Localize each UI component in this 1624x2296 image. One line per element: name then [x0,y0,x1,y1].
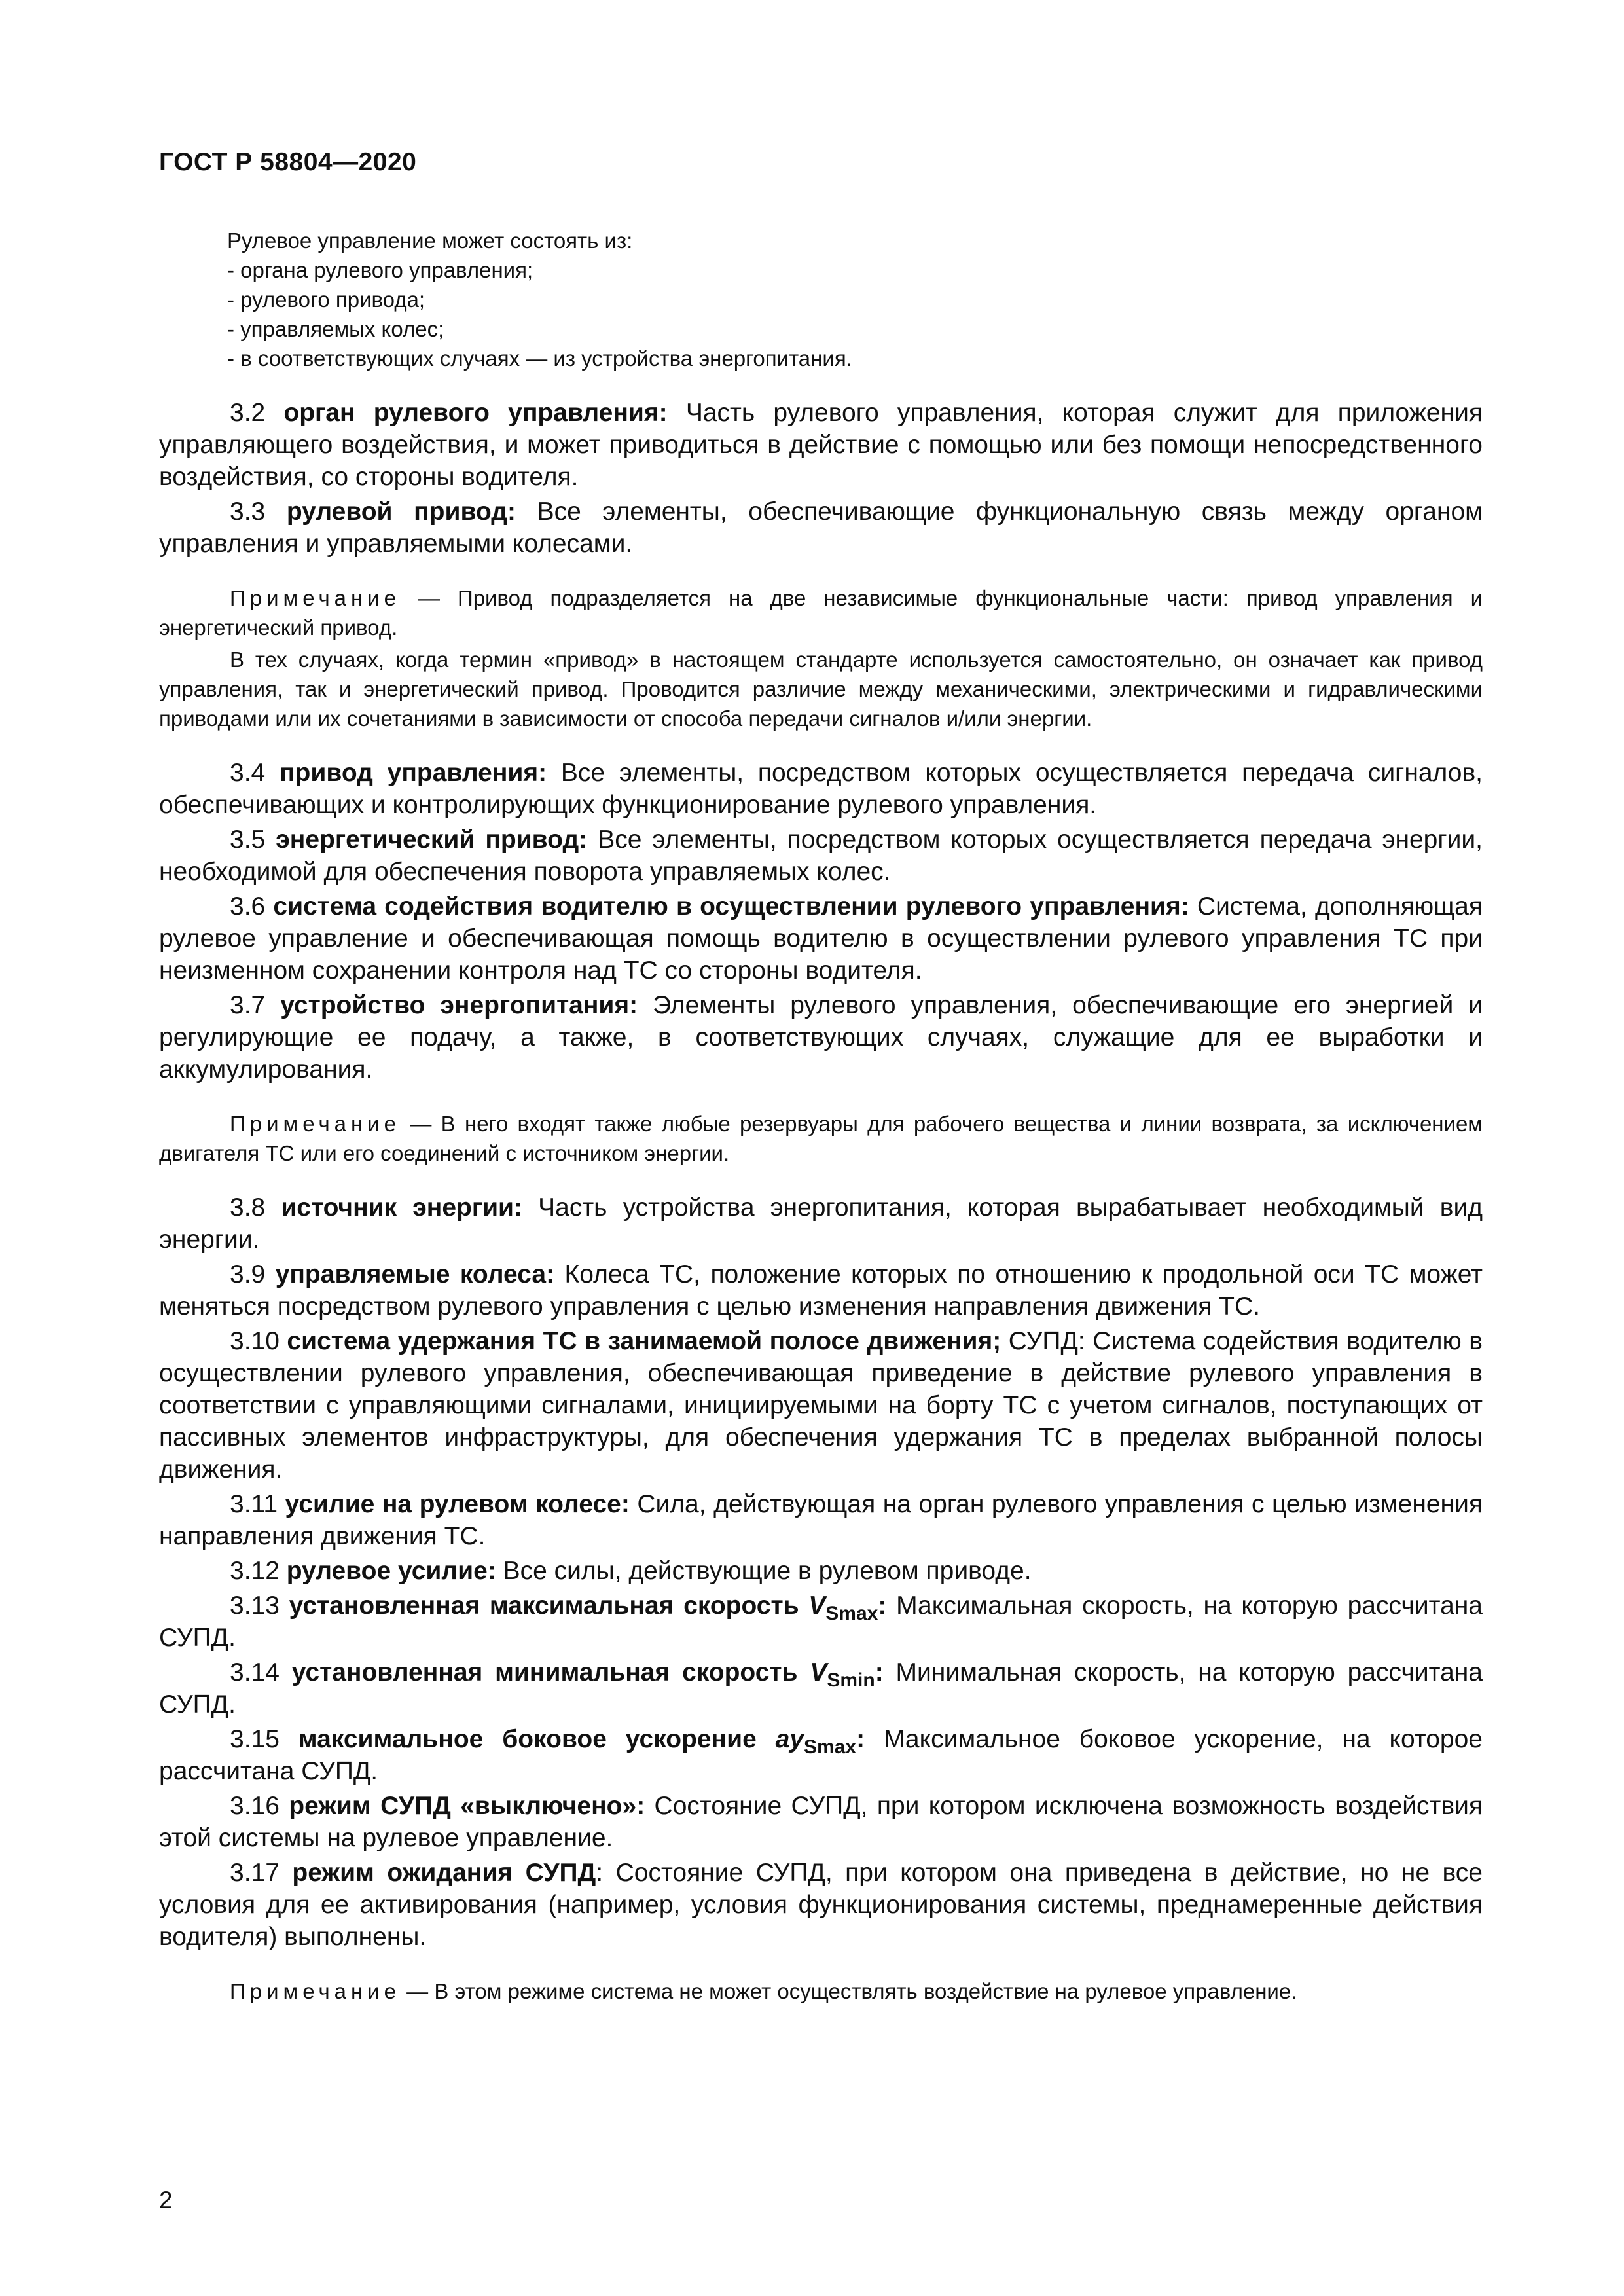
term-title: система удержания ТС в занимаемой полосе движения; [287,1327,1001,1355]
term-3-5: 3.5 энергетический привод: Все элементы, посредством которых осуществляется передача энергии, необходимой для обеспечения поворота управляемых колес. [159,826,1483,886]
note-label: Примечание [230,586,401,610]
term-3-6: 3.6 система содействия водителю в осуществлении рулевого управления: Система, дополняющая рулевое управление и обеспечивающая помощь водителю в осуществлении рулевого управления ТС при неизменном сохранении контроля над ТС со стороны водителя. [159,892,1483,985]
term-3-10: 3.10 система удержания ТС в занимаемой полосе движения; СУПД: Система содействия водителю в осуществлении рулевого управления, обеспечивающая приведение в действие рулевого управления в соответствии с управляющими сигналами, инициируемыми на борту ТС с учетом сигналов, поступающих от пассивных элементов инфраструктуры, для обеспечения удержания ТС в пределах выбранной полосы движения. [159,1327,1483,1484]
term-title: орган рулевого управления: [283,399,668,427]
term-symbol: ay [775,1725,804,1753]
term-title: режим СУПД «выключено»: [289,1792,645,1820]
page-number: 2 [159,2187,173,2214]
term-title: режим ожидания СУПД [292,1859,596,1887]
term-symbol: V [810,1658,827,1686]
term-3-9: 3.9 управляемые колеса: Колеса ТС, положение которых по отношению к продольной оси ТС может меняться посредством рулевого управления с целью изменения направления движения ТС. [159,1260,1483,1321]
term-3-2: 3.2 орган рулевого управления: Часть рулевого управления, которая служит для приложения управляющего воздействия, и может приводиться в действие с помощью или без помощи непосредственного воздействия, со стороны водителя. [159,399,1483,491]
term-symbol: V [808,1592,826,1620]
term-definition: Система, дополняющая рулевое управление и обеспечивающая помощь водителю в осуществлении рулевого управления ТС при неизменном сохранении контроля над ТС со стороны водителя. [159,892,1483,985]
term-symbol-subscript: Smin [827,1669,875,1691]
term-3-4: 3.4 привод управления: Все элементы, посредством которых осуществляется передача сигналов, обеспечивающих и контролирующих функционирование рулевого управления. [159,759,1483,819]
intro-item: - в соответствующих случаях — из устройства энергопитания. [227,346,852,371]
note-2 [159,1109,1483,1168]
note-3 [159,1977,1483,2006]
term-definition: : Состояние СУПД, при котором она приведена в действие, но не все условия для ее активирования (например, условия функционирования системы, преднамеренные действия водителя) выполнены. [159,1859,1483,1951]
term-definition: Сила, действующая на орган рулевого управления с целью изменения направления движения ТС. [159,1490,1483,1550]
term-3-12: 3.12 рулевое усилие: Все силы, действующие в рулевом приводе. [230,1557,1032,1585]
note-text: — В него входят также любые резервуары для рабочего вещества и линии возврата, за исключением двигателя ТС или его соединений с источником энергии. [159,1112,1483,1165]
intro-item: - управляемых колес; [227,317,444,341]
term-3-14: 3.14 установленная минимальная скорость $V_{Smin}$: Минимальная скорость, на которую рассчитана СУПД. [159,1658,1483,1719]
note-1 [159,583,1483,642]
intro-item: - органа рулевого управления; [227,258,533,282]
term-definition: Максимальная скорость, на которую рассчитана СУПД. [159,1592,1483,1652]
term-title: энергетический привод: [276,826,588,854]
note-1-continued: В тех случаях, когда термин «привод» в настоящем стандарте используется самостоятельно, он означает как привод управления, так и энергетический привод. Проводится различие между механическими, электрическими и гидравлическими приводами или их сочетаниями в зависимости от способа передачи сигналов и/или энергии. [159,647,1483,731]
term-definition: Колеса ТС, положение которых по отношению к продольной оси ТС может меняться посредством рулевого управления с целью изменения направления движения ТС. [159,1260,1483,1321]
term-3-15: 3.15 максимальное боковое ускорение $ay_{Smax}$: Максимальное боковое ускорение, на которое рассчитана СУПД. [159,1725,1483,1785]
term-definition: Часть рулевого управления, которая служит для приложения управляющего воздействия, и может приводиться в действие с помощью или без помощи непосредственного воздействия, со стороны водителя. [159,399,1483,491]
term-title: устройство энергопитания: [280,991,638,1019]
term-3-8: 3.8 источник энергии: Часть устройства энергопитания, которая вырабатывает необходимый вид энергии. [159,1194,1483,1254]
term-definition: Минимальная скорость, на которую рассчитана СУПД. [159,1658,1483,1719]
term-3-13: 3.13 установленная максимальная скорость $V_{Smax}$: Максимальная скорость, на которую рассчитана СУПД. [159,1592,1483,1652]
term-definition: Все элементы, обеспечивающие функциональную связь между органом управления и управляемыми колесами. [159,498,1483,558]
intro-item: - рулевого привода; [227,287,425,312]
term-definition: Все силы, действующие в рулевом приводе. [496,1557,1032,1585]
note-text: — В этом режиме система не может осуществлять воздействие на рулевое управление. [401,1979,1297,2003]
term-title: установленная максимальная скорость [289,1592,809,1620]
term-title: управляемые колеса: [275,1260,555,1288]
intro-list [159,226,1483,373]
term-title: максимальное боковое ускорение [298,1725,776,1753]
page-content [159,226,1483,2006]
term-3-3: 3.3 рулевой привод: Все элементы, обеспечивающие функциональную связь между органом управления и управляемыми колесами. [159,498,1483,558]
term-3-7: 3.7 устройство энергопитания: Элементы рулевого управления, обеспечивающие его энергией и регулирующие ее подачу, а также, в соответствующих случаях, служащие для ее выработки и аккумулирования. [159,991,1483,1084]
term-definition: Максимальное боковое ускорение, на которое рассчитана СУПД. [159,1725,1483,1785]
term-title: рулевое усилие: [286,1557,496,1585]
term-title: привод управления: [280,759,547,787]
term-definition: Система содействия водителю в осуществлении рулевого управления, обеспечивающая приведение в действие рулевого управления в соответствии с управляющими сигналами, инициируемыми на борту ТС с учетом сигналов, поступающих от пассивных элементов инфраструктуры, для обеспечения удержания ТС в пределах выбранной полосы движения. [159,1327,1483,1484]
term-symbol-subscript: Smax [825,1603,878,1624]
term-3-16: 3.16 режим СУПД «выключено»: Состояние СУПД, при котором исключена возможность воздействия этой системы на рулевое управление. [159,1792,1483,1852]
document-header: ГОСТ Р 58804—2020 [159,148,417,176]
term-3-17: 3.17 режим ожидания СУПД: Состояние СУПД, при котором она приведена в действие, но не все условия для ее активирования (например, условия функционирования системы, преднамеренные действия водителя) выполнены. [159,1859,1483,1951]
term-title: установленная минимальная скорость [291,1658,810,1686]
term-definition: Элементы рулевого управления, обеспечивающие его энергией и регулирующие ее подачу, а также, в соответствующих случаях, служащие для ее выработки и аккумулирования. [159,991,1483,1084]
term-symbol-subscript: Smax [804,1736,857,1758]
note-text: — Привод подразделяется на две независимые функциональные части: привод управления и энергетический привод. [159,586,1483,640]
note-label: Примечание [230,1112,401,1136]
intro-lead: Рулевое управление может состоять из: [227,228,633,253]
term-definition: Все элементы, посредством которых осуществляется передача сигналов, обеспечивающих и контролирующих функционирование рулевого управления. [159,759,1483,819]
term-definition: Все элементы, посредством которых осуществляется передача энергии, необходимой для обеспечения поворота управляемых колес. [159,826,1483,886]
term-title: рулевой привод: [286,498,516,526]
term-3-11: 3.11 усилие на рулевом колесе: Сила, действующая на орган рулевого управления с целью изменения направления движения ТС. [159,1490,1483,1550]
term-definition: Состояние СУПД, при котором исключена возможность воздействия этой системы на рулевое управление. [159,1792,1483,1852]
note-label: Примечание [230,1979,401,2003]
term-title: источник энергии: [281,1194,523,1222]
term-definition: Часть устройства энергопитания, которая вырабатывает необходимый вид энергии. [159,1194,1483,1254]
term-title: система содействия водителю в осуществлении рулевого управления: [273,892,1189,920]
term-abbreviation: СУПД: [1001,1327,1085,1355]
term-title: усилие на рулевом колесе: [285,1490,630,1518]
